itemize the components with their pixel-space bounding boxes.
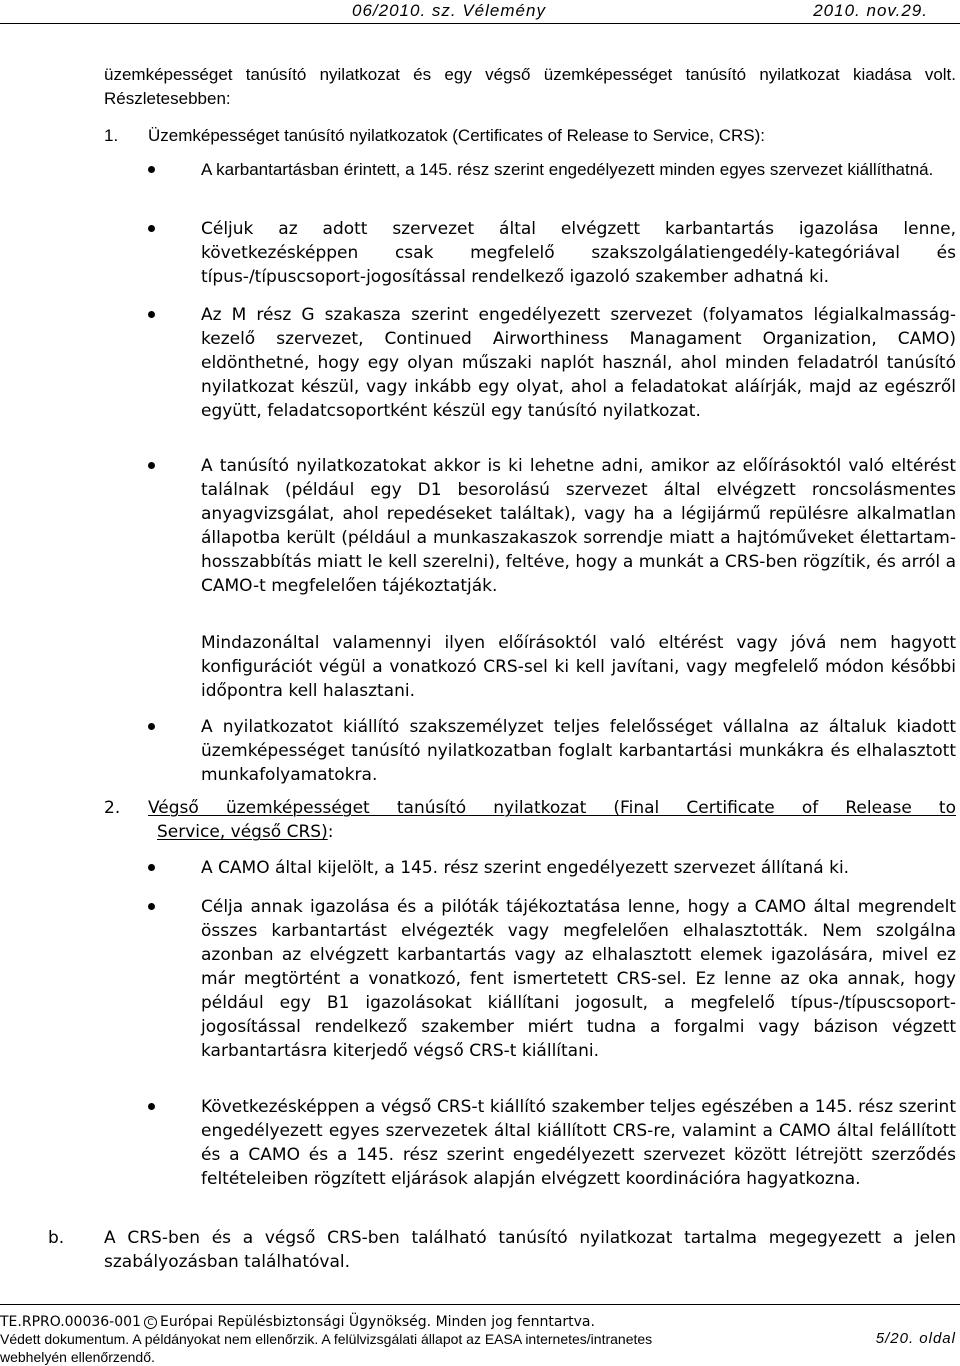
- footer-page-number: 5/20. oldal: [875, 1330, 956, 1347]
- section2-bullet-3: Következésképpen a végső CRS-t kiállító szakember teljes egészében a 145. rész szerint engedélyezett egyes szervezetek által kiállított CRS-re, valamint a CAMO által felállított és a CAMO és a 145. rész szerint engedélyezett szervezet között létrejött szerződés feltételeiben rögzített eljárások alapján elvégzett koordinációra hagyatkozna.: [201, 1097, 956, 1189]
- bullet-dot: [148, 1103, 155, 1110]
- header-date: 2010. nov.29.: [813, 1, 928, 20]
- footer-document-code: TE.RPRO.00036-001: [0, 1314, 141, 1330]
- section2-title-second-line: [157, 820, 956, 844]
- intro-paragraph: üzemképességet tanúsító nyilatkozat és egy végső üzemképességet tanúsító nyilatkozat kiadása volt. Részletesebben:: [104, 65, 956, 108]
- bullet-dot: [148, 311, 155, 318]
- section1-bullet-2: Céljuk az adott szervezet által elvégzett karbantartás igazolása lenne, következésképpen csak megfelelő szakszolgálatiengedély-kategóriával és típus-/típuscsoport-jogosítással rendelkező igazoló szakember adhatná ki.: [201, 219, 956, 287]
- section1-extra-paragraph: Mindazonáltal valamennyi ilyen előírásoktól való eltérést vagy jóvá nem hagyott konfigurációt végül a vonatkozó CRS-sel ki kell javítani, vagy megfelelő módon későbbi időpontra kell halasztani.: [201, 633, 956, 701]
- section2-title-suffix: :: [327, 822, 334, 842]
- section-b-label: b.: [48, 1228, 65, 1248]
- section2-number: 2.: [104, 798, 121, 818]
- footer-line-1: [0, 1313, 595, 1331]
- bullet-dot: [148, 462, 155, 469]
- section2-bullet-1: A CAMO által kijelölt, a 145. rész szerint engedélyezett szervezet állítaná ki.: [201, 858, 850, 878]
- footer-rule: [0, 1304, 960, 1305]
- section2-title: [148, 796, 956, 820]
- section2-title-line1: Végső üzemképességet tanúsító nyilatkozat (Final Certificate of Release to: [148, 798, 956, 818]
- bullet-dot: [148, 723, 155, 730]
- copyright-icon: C: [144, 1316, 157, 1329]
- section1-bullet-4: A tanúsító nyilatkozatokat akkor is ki lehetne adni, amikor az előírásoktól való eltérést találnak (például egy D1 besorolású szervezet által elvégzett roncsolásmentes anyagvizsgálat, ahol repedéseket találtak), vagy ha a légijármű repülésre alkalmatlan állapotba került (például a munkaszakaszok sorrendje miatt a hajtóműveket élettartam-hosszabbítás miatt le kell szerelni), feltéve, hogy a munkát a CRS-ben rögzítik, és arról a CAMO-t megfelelően tájékoztatják.: [201, 456, 956, 596]
- bullet-dot: [148, 903, 155, 910]
- section1-bullet-5: A nyilatkozatot kiállító szakszemélyzet teljes felelősséget vállalna az általuk kiadott üzemképességet tanúsító nyilatkozatban foglalt karbantartási munkákra és elhalasztott munkafolyamatokra.: [201, 717, 956, 785]
- page-footer: [0, 1304, 960, 1366]
- section1-bullet-3: Az M rész G szakasza szerint engedélyezett szervezet (folyamatos légialkalmasság-kezelő szervezet, Continued Airworthiness Managament Organization, CAMO) eldönthetné, hogy egy olyan műszaki naplót használ, ahol minden feladatról tanúsító nyilatkozat készül, vagy inkább egy olyat, ahol a feladatokat aláírják, majd az egészről együtt, feladatcsoportként készül egy tanúsító nyilatkozat.: [201, 305, 956, 421]
- footer-line-3: webhelyén ellenőrzendő.: [0, 1349, 155, 1365]
- bullet-dot: [148, 225, 155, 232]
- footer-copyright-text: Európai Repülésbiztonsági Ügynökség. Minden jog fenntartva.: [159, 1314, 595, 1330]
- section-b-text: A CRS-ben és a végső CRS-ben található tanúsító nyilatkozat tartalma megegyezett a jelen szabályozásban találhatóval.: [104, 1228, 956, 1272]
- section2-bullet-2: Célja annak igazolása és a pilóták tájékoztatása lenne, hogy a CAMO által megrendelt összes karbantartást elvégezték vagy megfelelően elhalasztották. Nem szolgálna azonban az elvégzett karbantartás vagy az elhalasztott elemek igazolására, mivel ez már megtörtént a vonatkozó, fent ismertetett CRS-sel. Ez lenne az oka annak, hogy például egy B1 igazolásokat kiállítani jogosult, a megfelelő típus-/típuscsoport-jogosítással rendelkező szakember miért tudna a forgalmi vagy bázison végzett karbantartásra kiterjedő végső CRS-t kiállítani.: [201, 897, 956, 1061]
- section2-title-line2: Service, végső CRS): [157, 822, 328, 842]
- section1-bullet-1: A karbantartásban érintett, a 145. rész szerint engedélyezett minden egyes szervezet kiállíthatná.: [201, 160, 934, 179]
- header-rule: [0, 23, 960, 24]
- header-document-id: 06/2010. sz. Vélemény: [352, 1, 546, 20]
- section1-title: Üzemképességet tanúsító nyilatkozatok (Certificates of Release to Service, CRS):: [148, 126, 765, 145]
- section1-number: 1.: [104, 126, 119, 145]
- bullet-dot: [148, 864, 155, 871]
- page-header: [0, 0, 960, 24]
- bullet-dot: [148, 166, 155, 173]
- footer-line-2: Védett dokumentum. A példányokat nem ellenőrzik. A felülvizsgálati állapot az EASA internetes/intranetes: [0, 1331, 653, 1347]
